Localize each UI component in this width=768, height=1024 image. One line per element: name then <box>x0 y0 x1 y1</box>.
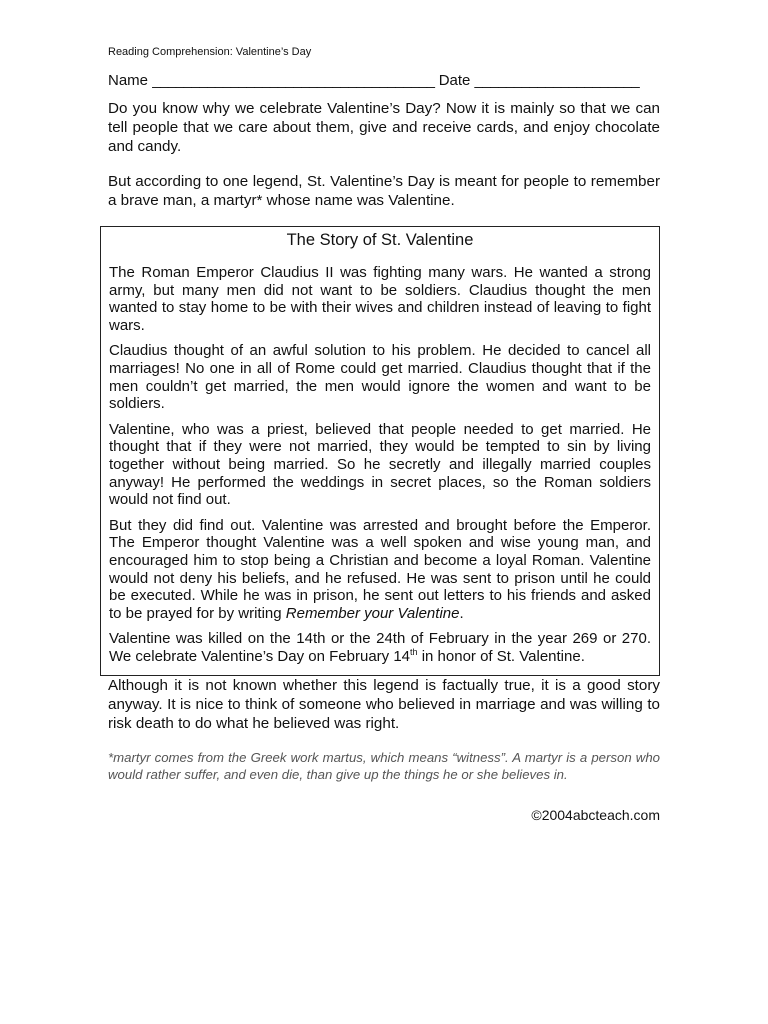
story-title: The Story of St. Valentine <box>286 231 474 249</box>
intro-paragraph-2: But according to one legend, St. Valentine’s Day is meant for people to remember a brave man, a martyr* whose name was Valentine. <box>108 173 660 209</box>
copyright: ©2004abcteach.com <box>531 807 660 824</box>
name-blank: ____________________________________ <box>152 72 435 89</box>
name-date-line <box>108 72 660 89</box>
story-paragraph-5-text: Valentine was killed on the 14th or the 24th of February in the year 269 or 270. We celebrate Valentine’s Day on February 14 <box>109 630 651 665</box>
story-paragraph-4 <box>109 517 651 623</box>
name-label: Name <box>108 72 149 89</box>
intro-paragraph-1: Do you know why we celebrate Valentine’s Day? Now it is mainly so that we can tell people that we care about them, give and receive cards, and enjoy chocolate and candy. <box>108 100 660 155</box>
footnote: *martyr comes from the Greek work martus, which means “witness”. A martyr is a person who would rather suffer, and even die, than give up the things he or she believes in. <box>108 750 660 783</box>
story-paragraph-4-italic: Remember your Valentine <box>285 604 460 622</box>
story-paragraph-5-superscript: th <box>410 646 418 657</box>
story-paragraph-2: Claudius thought of an awful solution to his problem. He decided to cancel all marriages! No one in all of Rome could get married. Claudius thought that if the men couldn’t get married, the men would ignore the women and want to be soldiers. <box>109 342 651 413</box>
story-paragraph-3: Valentine, who was a priest, believed that people needed to get married. He thought that if they were not married, they would be tempted to sin by living together without being married. So he secretly and illegally married couples anyway! He performed the weddings in secret places, so the Roman soldiers would not find out. <box>109 420 651 509</box>
date-label: Date <box>438 72 471 89</box>
story-box <box>100 226 660 676</box>
closing-paragraph: Although it is not known whether this legend is factually true, it is a good story anyway. It is nice to think of someone who believed in marriage and was willing to risk death to do what he believed was right. <box>108 677 660 733</box>
story-paragraph-1: The Roman Emperor Claudius II was fighting many wars. He wanted a strong army, but many men did not want to be soldiers. Claudius thought the men wanted to stay home to be with their wives and children instead of leaving to fight wars. <box>109 264 651 334</box>
story-paragraph-4-text: But they did find out. Valentine was arrested and brought before the Emperor. The Emperor thought Valentine was a well spoken and wise young man, and encouraged him to stop being a Christian and become a loyal Roman. Valentine would not deny his beliefs, and he refused. He was sent to prison until he could be executed. While he was in prison, he sent out letters to his friends and asked to be prayed for by writing <box>109 516 651 622</box>
story-paragraph-5 <box>109 630 651 665</box>
story-paragraph-4-end: . <box>459 604 464 622</box>
date-blank: _____________________ <box>474 72 640 89</box>
story-paragraph-5-end: in honor of St. Valentine. <box>417 647 585 665</box>
worksheet-header: Reading Comprehension: Valentine’s Day <box>108 46 312 58</box>
